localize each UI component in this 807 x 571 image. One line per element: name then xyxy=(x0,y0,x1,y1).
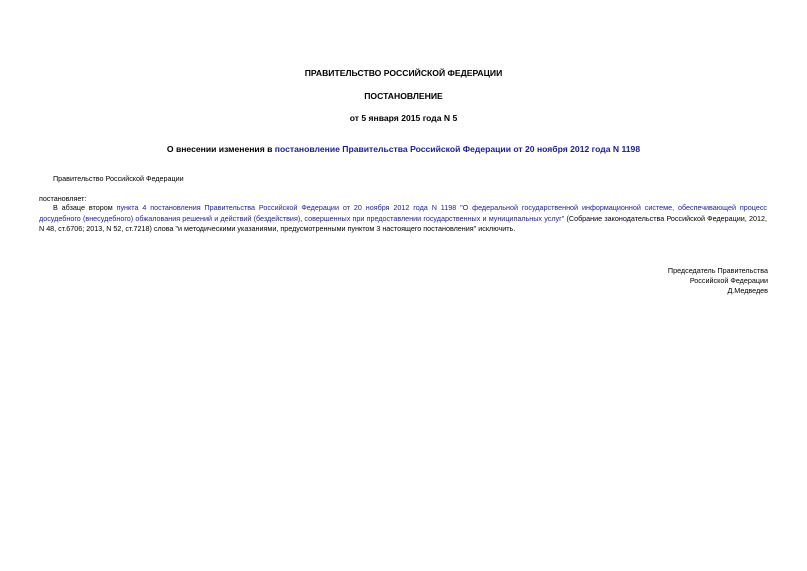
clause-reference-link[interactable]: пункта 4 постановления Правительства Российской Федерации от 20 ноября 2012 года N 1198 "О федеральной государственной информационной системе, обеспечивающей процесс досудебного (внесудебного) обжалования решений и действий (бездействия), совершенных при предоставлении государственных и муниципальных услуг" xyxy=(39,203,768,223)
document-date-number: от 5 января 2015 года N 5 xyxy=(349,113,458,123)
document-title-prefix: О внесении изменения в xyxy=(166,144,275,154)
amended-resolution-link[interactable]: постановление Правительства Российской Федерации от 20 ноября 2012 года N 1198 xyxy=(274,144,641,154)
body-paragraph xyxy=(39,203,767,235)
signature-block xyxy=(668,266,768,296)
document-title xyxy=(0,144,807,155)
issuer-text: Правительство Российской Федерации xyxy=(53,174,184,183)
signatory-name: Д.Медведев xyxy=(727,286,768,295)
body-text-part2: (Собрание законодательства Российской Федерации, 2012, N 48, ст.6706; 2013, N 52, ст.7218) слова "и методическими указаниями, предусмотренными пунктом 3 настоящего постановления" исключить. xyxy=(39,213,767,233)
signature-title-line1: Председатель Правительства xyxy=(667,266,768,275)
resolves-text: постановляет: xyxy=(39,194,87,203)
signature-title-line2: Российской Федерации xyxy=(689,276,768,285)
document-type-heading: ПОСТАНОВЛЕНИЕ xyxy=(364,91,443,101)
government-heading: ПРАВИТЕЛЬСТВО РОССИЙСКОЙ ФЕДЕРАЦИИ xyxy=(304,68,503,78)
body-text-part1: В абзаце втором xyxy=(53,203,117,212)
